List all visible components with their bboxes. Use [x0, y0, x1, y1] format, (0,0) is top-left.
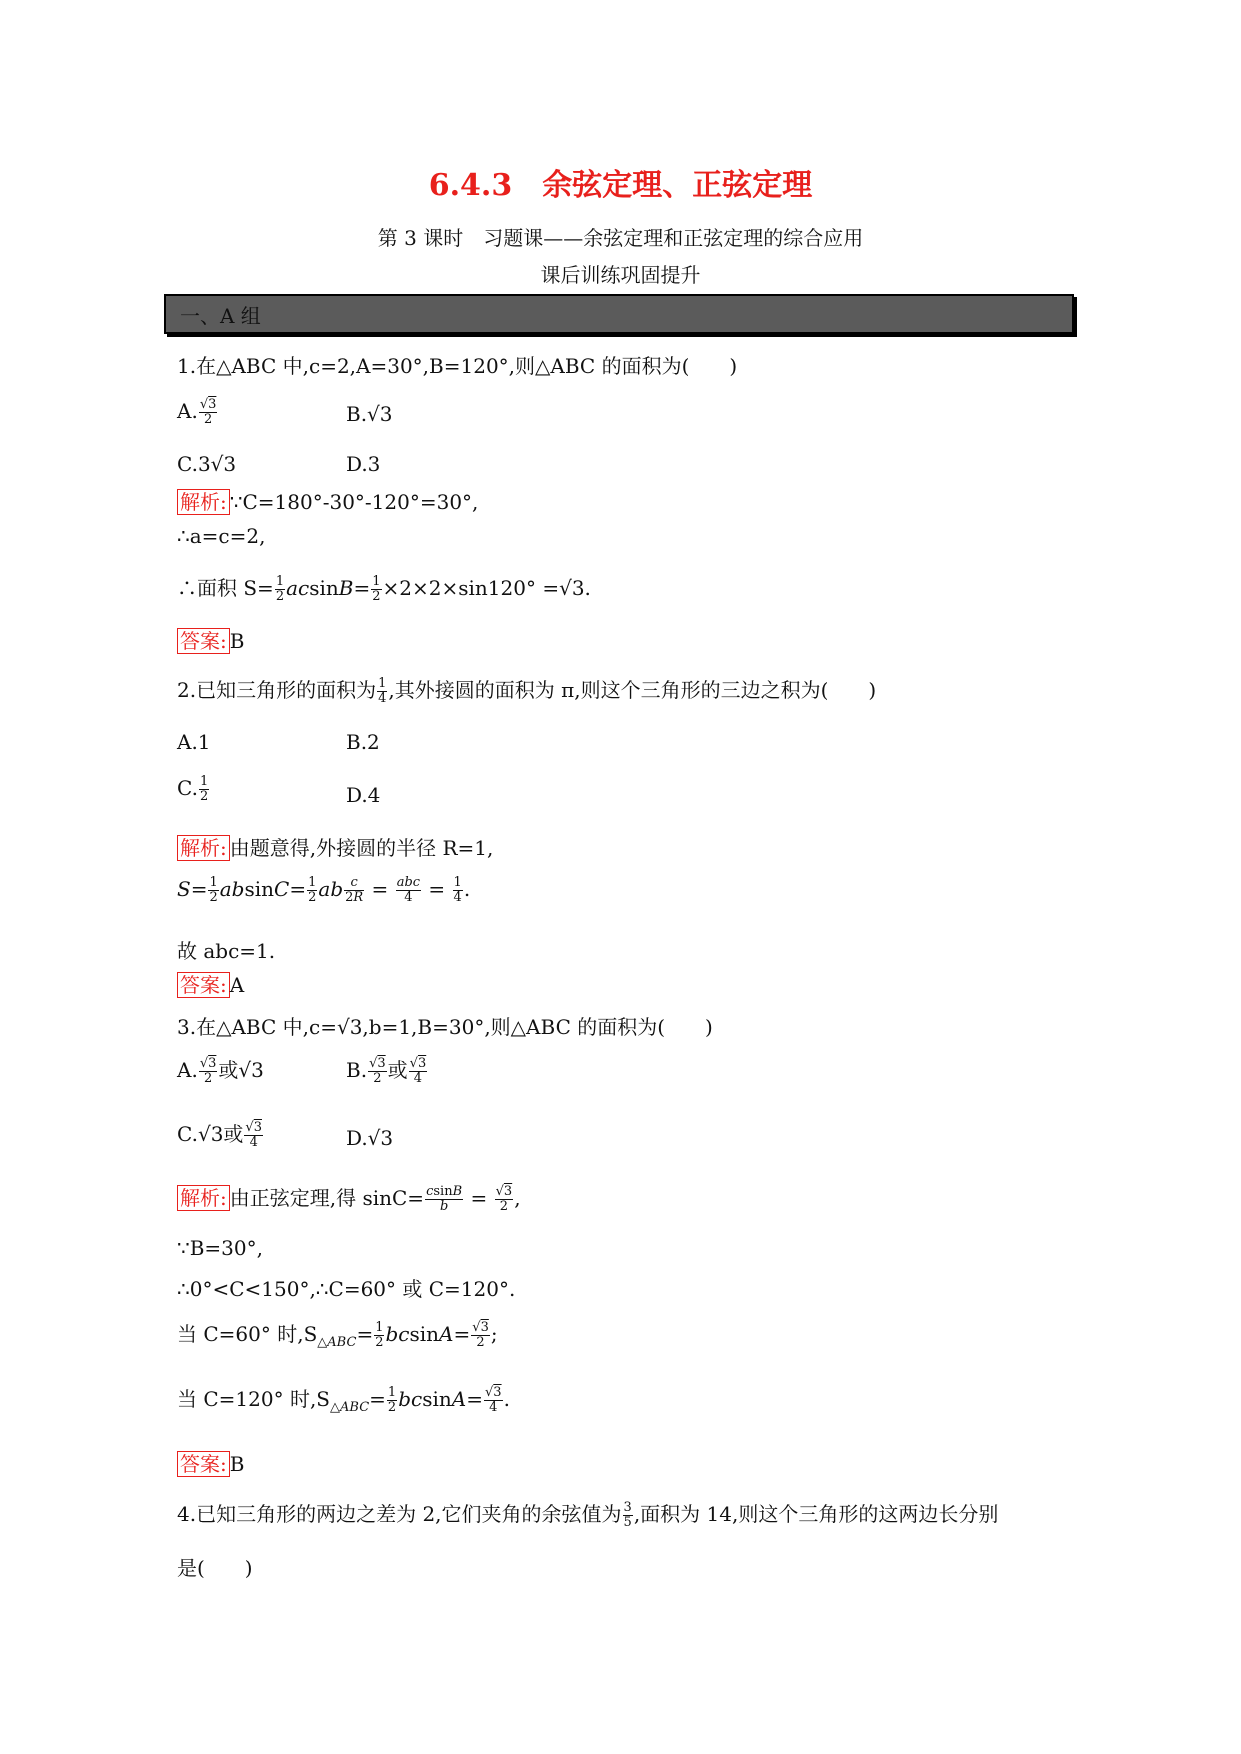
q3-analysis-line5: 当 C=120° 时$,S_{\triangle ABC}=$ $\frac{1}{2}$ bcsinA= $\frac{√3}{4}$ .	[177, 1385, 510, 1415]
q1-option-b: B.√3	[346, 402, 393, 426]
q2-option-d: D.4	[346, 783, 381, 807]
q1-option-a: A. $\frac{√3}{2}$	[177, 397, 217, 427]
q3-analysis-line4: 当 C=60° 时$,S_{\triangle ABC}=$ $\frac{1}{2}$ bcsinA= $\frac{√3}{2}$ ;	[177, 1320, 498, 1350]
q3-analysis-line1: 解析: 由正弦定理,得 sinC= $\frac{csinB}{b}$ = $\frac{√3}{2}$ ,	[177, 1182, 521, 1214]
q3-option-d: D.√3	[346, 1126, 394, 1150]
answer-tag: 答案:	[177, 1451, 230, 1477]
q3-stem: 3.在△ABC 中,c=√3,b=1,B=30°,则△ABC 的面积为( )	[177, 1015, 713, 1039]
q3-option-a: A. $\frac{√3}{2}$ 或√3	[177, 1056, 264, 1086]
q3-analysis-line3: ∴0°<C<150°,∴C=60° 或 C=120°.	[177, 1277, 516, 1301]
analysis-tag: 解析:	[177, 835, 230, 861]
answer-tag: 答案:	[177, 628, 230, 654]
q1-analysis-line2: ∴a=c=2,	[177, 524, 266, 548]
section-subtitle: 课后训练巩固提升	[540, 263, 701, 287]
q1-option-d: D.3	[346, 452, 381, 476]
q2-stem: 2.已知三角形的面积为 $\frac{1}{4}$ ,其外接圆的面积为 π,则这个三角形的三边之积为( )	[177, 676, 877, 706]
q3-option-c: C.√3或 $\frac{√3}{4}$	[177, 1120, 262, 1150]
analysis-tag: 解析:	[177, 1185, 230, 1211]
q2-answer-line: 答案: A	[177, 969, 244, 998]
q2-option-c: C. $\frac{1}{2}$	[177, 774, 209, 804]
q3-option-b: B. $\frac{√3}{2}$ 或 $\frac{√3}{4}$	[346, 1056, 427, 1086]
analysis-tag: 解析:	[177, 489, 230, 515]
q2-option-a: A.1	[177, 730, 211, 754]
q4-stem-line1: 4.已知三角形的两边之差为 2,它们夹角的余弦值为 $\frac{3}{5}$ ,面积为 14,则这个三角形的这两边长分别	[177, 1500, 999, 1530]
q2-analysis-line1: 解析: 由题意得,外接圆的半径 R=1,	[177, 832, 493, 861]
lesson-subtitle: 第 3 课时 习题课——余弦定理和正弦定理的综合应用	[377, 226, 864, 250]
q2-option-b: B.2	[346, 730, 380, 754]
q4-stem-line2: 是( )	[177, 1556, 253, 1580]
q1-option-c: C.3√3	[177, 452, 237, 476]
q3-analysis-line2: ∵B=30°,	[177, 1236, 263, 1260]
answer-tag: 答案:	[177, 972, 230, 998]
q1-analysis-line3: ∴面积 S= $\frac{1}{2}$ acsinB= $\frac{1}{2}$ ×2×2×sin120° =√3.	[177, 574, 591, 604]
q2-analysis-line3: 故 abc=1.	[177, 939, 276, 963]
q1-analysis-line1: 解析: ∵C=180°-30°-120°=30°,	[177, 486, 478, 515]
q2-analysis-line2: S= $\frac{1}{2}$ absinC= $\frac{1}{2}$ ab $\frac{c}{2R}$ = $\frac{\text{abc}}{4}$ = $\frac{1}{4}$ .	[177, 875, 471, 905]
q1-answer-line: 答案: B	[177, 625, 244, 654]
page-title: 6.4.3 余弦定理、正弦定理	[428, 168, 813, 203]
q3-answer-line: 答案: B	[177, 1448, 244, 1477]
q1-stem: 1.在△ABC 中,c=2,A=30°,B=120°,则△ABC 的面积为( )	[177, 354, 738, 378]
section-header-bar: 一、A 组	[164, 294, 1074, 334]
